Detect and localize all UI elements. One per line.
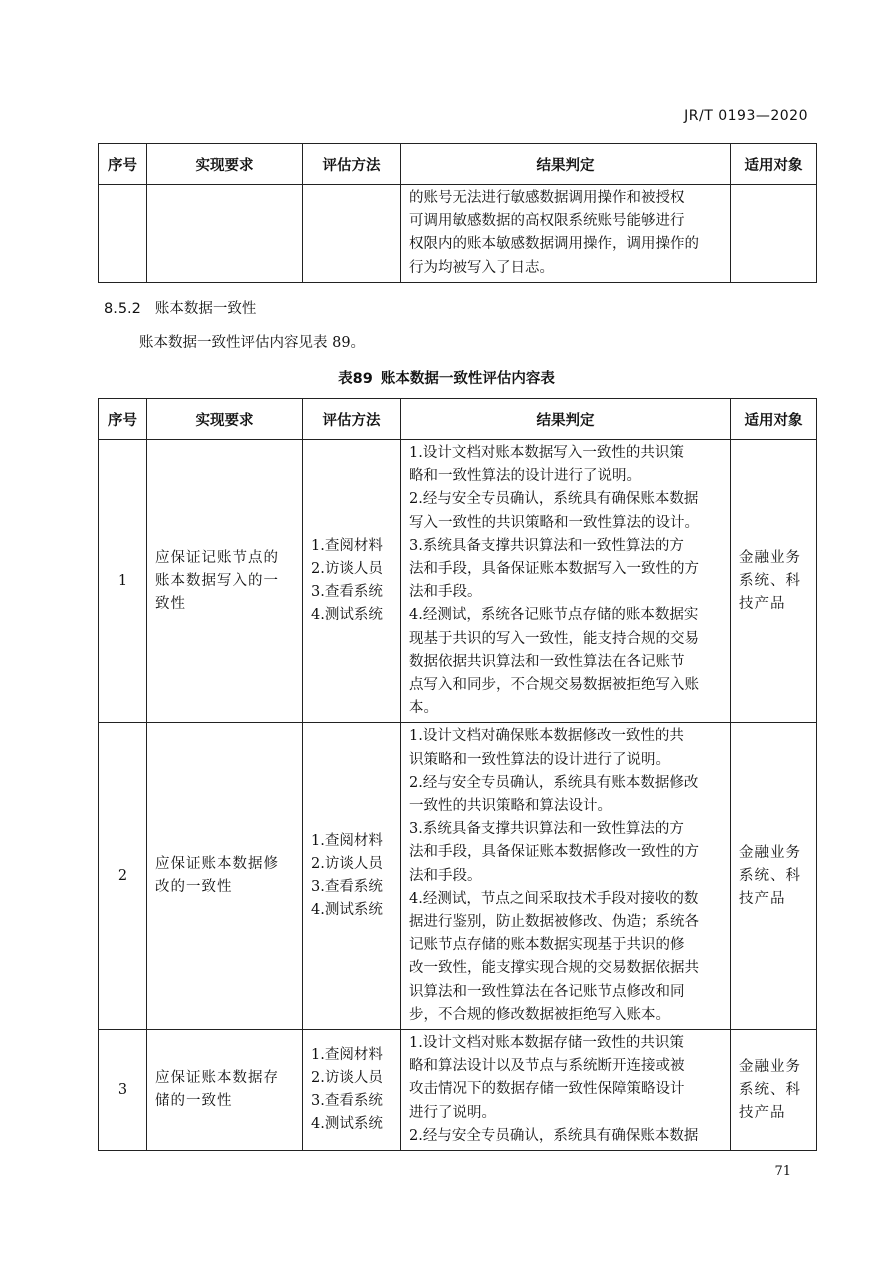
result-line: 权限内的账本敏感数据调用操作，调用操作的 — [409, 236, 699, 253]
column-header-result: 结果判定 — [401, 399, 731, 440]
result-line: 1.设计文档对确保账本数据修改一致性的共 — [409, 728, 684, 745]
table-header-row — [99, 144, 817, 185]
cell-method — [303, 1030, 401, 1151]
requirement-line: 应保证账本数据存 — [155, 1070, 279, 1087]
section-title: 账本数据一致性 — [154, 301, 257, 317]
cell-object — [731, 723, 817, 1030]
table-number: 表89 — [338, 371, 373, 387]
result-line: 略和一致性算法的设计进行了说明。 — [409, 468, 641, 485]
result-line: 现基于共识的写入一致性，能支持合规的交易 — [409, 630, 699, 647]
column-header-no: 序号 — [99, 399, 147, 440]
table-caption — [0, 367, 893, 388]
object-line: 技产品 — [739, 1104, 786, 1121]
object-line: 技产品 — [739, 595, 786, 612]
method-line: 2.访谈人员 — [311, 856, 383, 873]
cell-object — [731, 440, 817, 723]
cell-result — [401, 440, 731, 723]
method-line: 3.查看系统 — [311, 1093, 383, 1110]
result-line: 行为均被写入了日志。 — [409, 259, 554, 276]
requirement-line: 储的一致性 — [155, 1093, 233, 1110]
result-line: 数据依据共识算法和一致性算法在各记账节 — [409, 653, 685, 670]
requirement-line: 应保证账本数据修 — [155, 856, 279, 873]
column-header-result: 结果判定 — [401, 144, 731, 185]
cell-method — [303, 185, 401, 283]
object-line: 系统、科 — [739, 1081, 801, 1098]
cell-requirement — [147, 185, 303, 283]
cell-no: 3 — [99, 1030, 147, 1151]
result-line: 4.经测试，系统各记账节点存储的账本数据实 — [409, 607, 699, 624]
result-line: 1.设计文档对账本数据写入一致性的共识策 — [409, 445, 684, 461]
column-header-no: 序号 — [99, 144, 147, 185]
table-row — [99, 185, 817, 283]
result-line: 可调用敏感数据的高权限系统账号能够进行 — [409, 213, 685, 230]
result-line: 点写入和同步，不合规交易数据被拒绝写入账 — [409, 677, 699, 694]
section-heading — [104, 297, 256, 318]
result-line: 写入一致性的共识策略和一致性算法的设计。 — [409, 514, 699, 531]
intro-paragraph: 账本数据一致性评估内容见表 89。 — [139, 335, 366, 351]
method-line: 1.查阅材料 — [311, 538, 383, 555]
result-line: 一致性的共识策略和算法设计。 — [409, 798, 612, 815]
table-row — [99, 723, 817, 1030]
continued-table — [98, 143, 817, 283]
table-header-row — [99, 399, 817, 440]
result-line: 2.经与安全专员确认，系统具有确保账本数据 — [409, 491, 699, 508]
result-line: 识策略和一致性算法的设计进行了说明。 — [409, 751, 670, 768]
method-line: 4.测试系统 — [311, 607, 383, 624]
result-line: 2.经与安全专员确认，系统具有账本数据修改 — [409, 774, 699, 791]
result-line: 1.设计文档对账本数据存储一致性的共识策 — [409, 1035, 684, 1052]
object-line: 金融业务 — [739, 1058, 801, 1075]
result-line: 4.经测试，节点之间采取技术手段对接收的数 — [409, 890, 699, 907]
result-line: 法和手段。 — [409, 867, 482, 884]
column-header-requirement: 实现要求 — [147, 144, 303, 185]
result-line: 步，不合规的修改数据被拒绝写入账本。 — [409, 1006, 670, 1023]
object-line: 系统、科 — [739, 572, 801, 589]
section-number: 8.5.2 — [104, 301, 141, 317]
result-line: 本。 — [409, 700, 438, 717]
result-line: 进行了说明。 — [409, 1104, 496, 1121]
column-header-object: 适用对象 — [731, 399, 817, 440]
page-number: 71 — [774, 1164, 791, 1179]
result-line: 3.系统具备支撑共识算法和一致性算法的方 — [409, 821, 684, 838]
cell-method — [303, 723, 401, 1030]
result-line: 改一致性，能支撑实现合规的交易数据依据共 — [409, 960, 699, 977]
column-header-requirement: 实现要求 — [147, 399, 303, 440]
result-line: 法和手段，具备保证账本数据修改一致性的方 — [409, 844, 699, 861]
column-header-object: 适用对象 — [731, 144, 817, 185]
cell-no: 1 — [99, 440, 147, 723]
cell-requirement — [147, 723, 303, 1030]
cell-method — [303, 440, 401, 723]
method-line: 4.测试系统 — [311, 902, 383, 919]
method-line: 3.查看系统 — [311, 584, 383, 601]
method-line: 4.测试系统 — [311, 1116, 383, 1133]
result-line: 攻击情况下的数据存储一致性保障策略设计 — [409, 1081, 685, 1098]
object-line: 技产品 — [739, 890, 786, 907]
cell-requirement — [147, 1030, 303, 1151]
method-line: 3.查看系统 — [311, 879, 383, 896]
method-line: 2.访谈人员 — [311, 561, 383, 578]
requirement-line: 应保证记账节点的 — [155, 549, 279, 566]
cell-no — [99, 185, 147, 283]
cell-result — [401, 185, 731, 283]
table-row — [99, 1030, 817, 1151]
result-line: 的账号无法进行敏感数据调用操作和被授权 — [409, 190, 685, 206]
method-line: 1.查阅材料 — [311, 1047, 383, 1064]
table-title: 账本数据一致性评估内容表 — [380, 371, 555, 387]
column-header-method: 评估方法 — [303, 144, 401, 185]
method-line: 2.访谈人员 — [311, 1070, 383, 1087]
result-line: 法和手段。 — [409, 584, 482, 601]
requirement-line: 账本数据写入的一 — [155, 572, 279, 589]
result-line: 识算法和一致性算法在各记账节点修改和同 — [409, 983, 685, 1000]
table-row — [99, 440, 817, 723]
object-line: 金融业务 — [739, 549, 801, 566]
result-line: 略和算法设计以及节点与系统断开连接或被 — [409, 1058, 685, 1075]
result-line: 据进行鉴别，防止数据被修改、伪造；系统各 — [409, 914, 699, 931]
cell-object — [731, 1030, 817, 1151]
result-line: 3.系统具备支撑共识算法和一致性算法的方 — [409, 537, 684, 554]
column-header-method: 评估方法 — [303, 399, 401, 440]
requirement-line: 改的一致性 — [155, 879, 233, 896]
cell-no: 2 — [99, 723, 147, 1030]
object-line: 系统、科 — [739, 867, 801, 884]
result-line: 2.经与安全专员确认，系统具有确保账本数据 — [409, 1127, 699, 1144]
cell-object — [731, 185, 817, 283]
requirement-line: 致性 — [155, 595, 186, 612]
cell-requirement — [147, 440, 303, 723]
method-line: 1.查阅材料 — [311, 833, 383, 850]
result-line: 记账节点存储的账本数据实现基于共识的修 — [409, 937, 685, 954]
cell-result — [401, 723, 731, 1030]
result-line: 法和手段，具备保证账本数据写入一致性的方 — [409, 561, 699, 578]
standard-code: JR/T 0193—2020 — [684, 108, 808, 124]
assessment-table — [98, 398, 817, 1151]
cell-result — [401, 1030, 731, 1151]
object-line: 金融业务 — [739, 844, 801, 861]
